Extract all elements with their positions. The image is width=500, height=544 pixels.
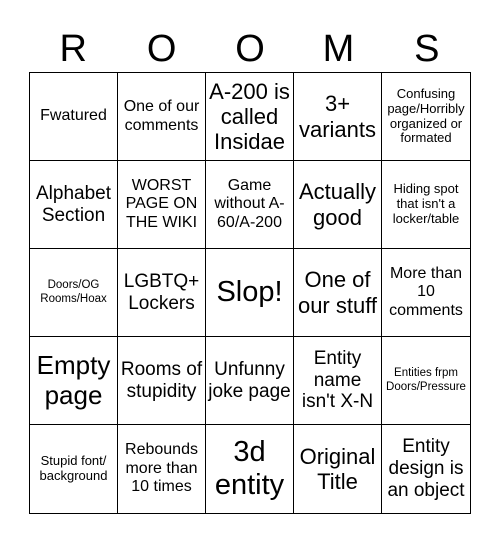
bingo-cell[interactable]: One of our stuff: [294, 249, 382, 337]
bingo-cell[interactable]: Entity name isn't X-N: [294, 337, 382, 425]
bingo-cell[interactable]: Hiding spot that isn't a locker/table: [382, 161, 470, 249]
bingo-cell[interactable]: Rebounds more than 10 times: [118, 425, 206, 513]
bingo-cell[interactable]: 3d entity: [206, 425, 294, 513]
bingo-header: [29, 26, 471, 72]
header-letter-m: M: [322, 28, 355, 70]
bingo-cell[interactable]: More than 10 comments: [382, 249, 470, 337]
bingo-cell[interactable]: LGBTQ+ Lockers: [118, 249, 206, 337]
bingo-cell[interactable]: 3+ variants: [294, 73, 382, 161]
bingo-cell[interactable]: One of our comments: [118, 73, 206, 161]
header-letter-o: O: [146, 28, 177, 70]
bingo-cell[interactable]: Slop!: [206, 249, 294, 337]
bingo-cell[interactable]: Entity design is an object: [387, 436, 465, 501]
bingo-cell[interactable]: Doors/OG Rooms/Hoax: [30, 249, 118, 337]
bingo-cell[interactable]: Unfunny joke page: [206, 337, 294, 425]
bingo-cell[interactable]: Empty page: [30, 337, 118, 425]
bingo-cell[interactable]: Confusing page/Horribly organized or formated: [382, 73, 470, 161]
bingo-cell[interactable]: Stupid font/ background: [30, 425, 118, 513]
bingo-cell[interactable]: Rooms of stupidity: [118, 337, 206, 425]
header-letter-r: R: [59, 28, 87, 70]
header-letter-o-2: O: [235, 28, 265, 70]
bingo-cell[interactable]: Original Title: [294, 425, 382, 513]
bingo-cell[interactable]: Fwatured: [30, 73, 118, 161]
header-letter-s: S: [414, 28, 440, 70]
bingo-cell[interactable]: Alphabet Section: [30, 161, 118, 249]
bingo-grid: [29, 72, 471, 514]
bingo-cell[interactable]: Actually good: [294, 161, 382, 249]
bingo-cell[interactable]: WORST PAGE ON THE WIKI: [118, 161, 206, 249]
bingo-cell[interactable]: A-200 is called Insidae: [206, 73, 294, 161]
bingo-cell[interactable]: Entities frpm Doors/Pressure: [382, 337, 470, 425]
bingo-cell[interactable]: Game without A-60/A-200: [206, 161, 294, 249]
